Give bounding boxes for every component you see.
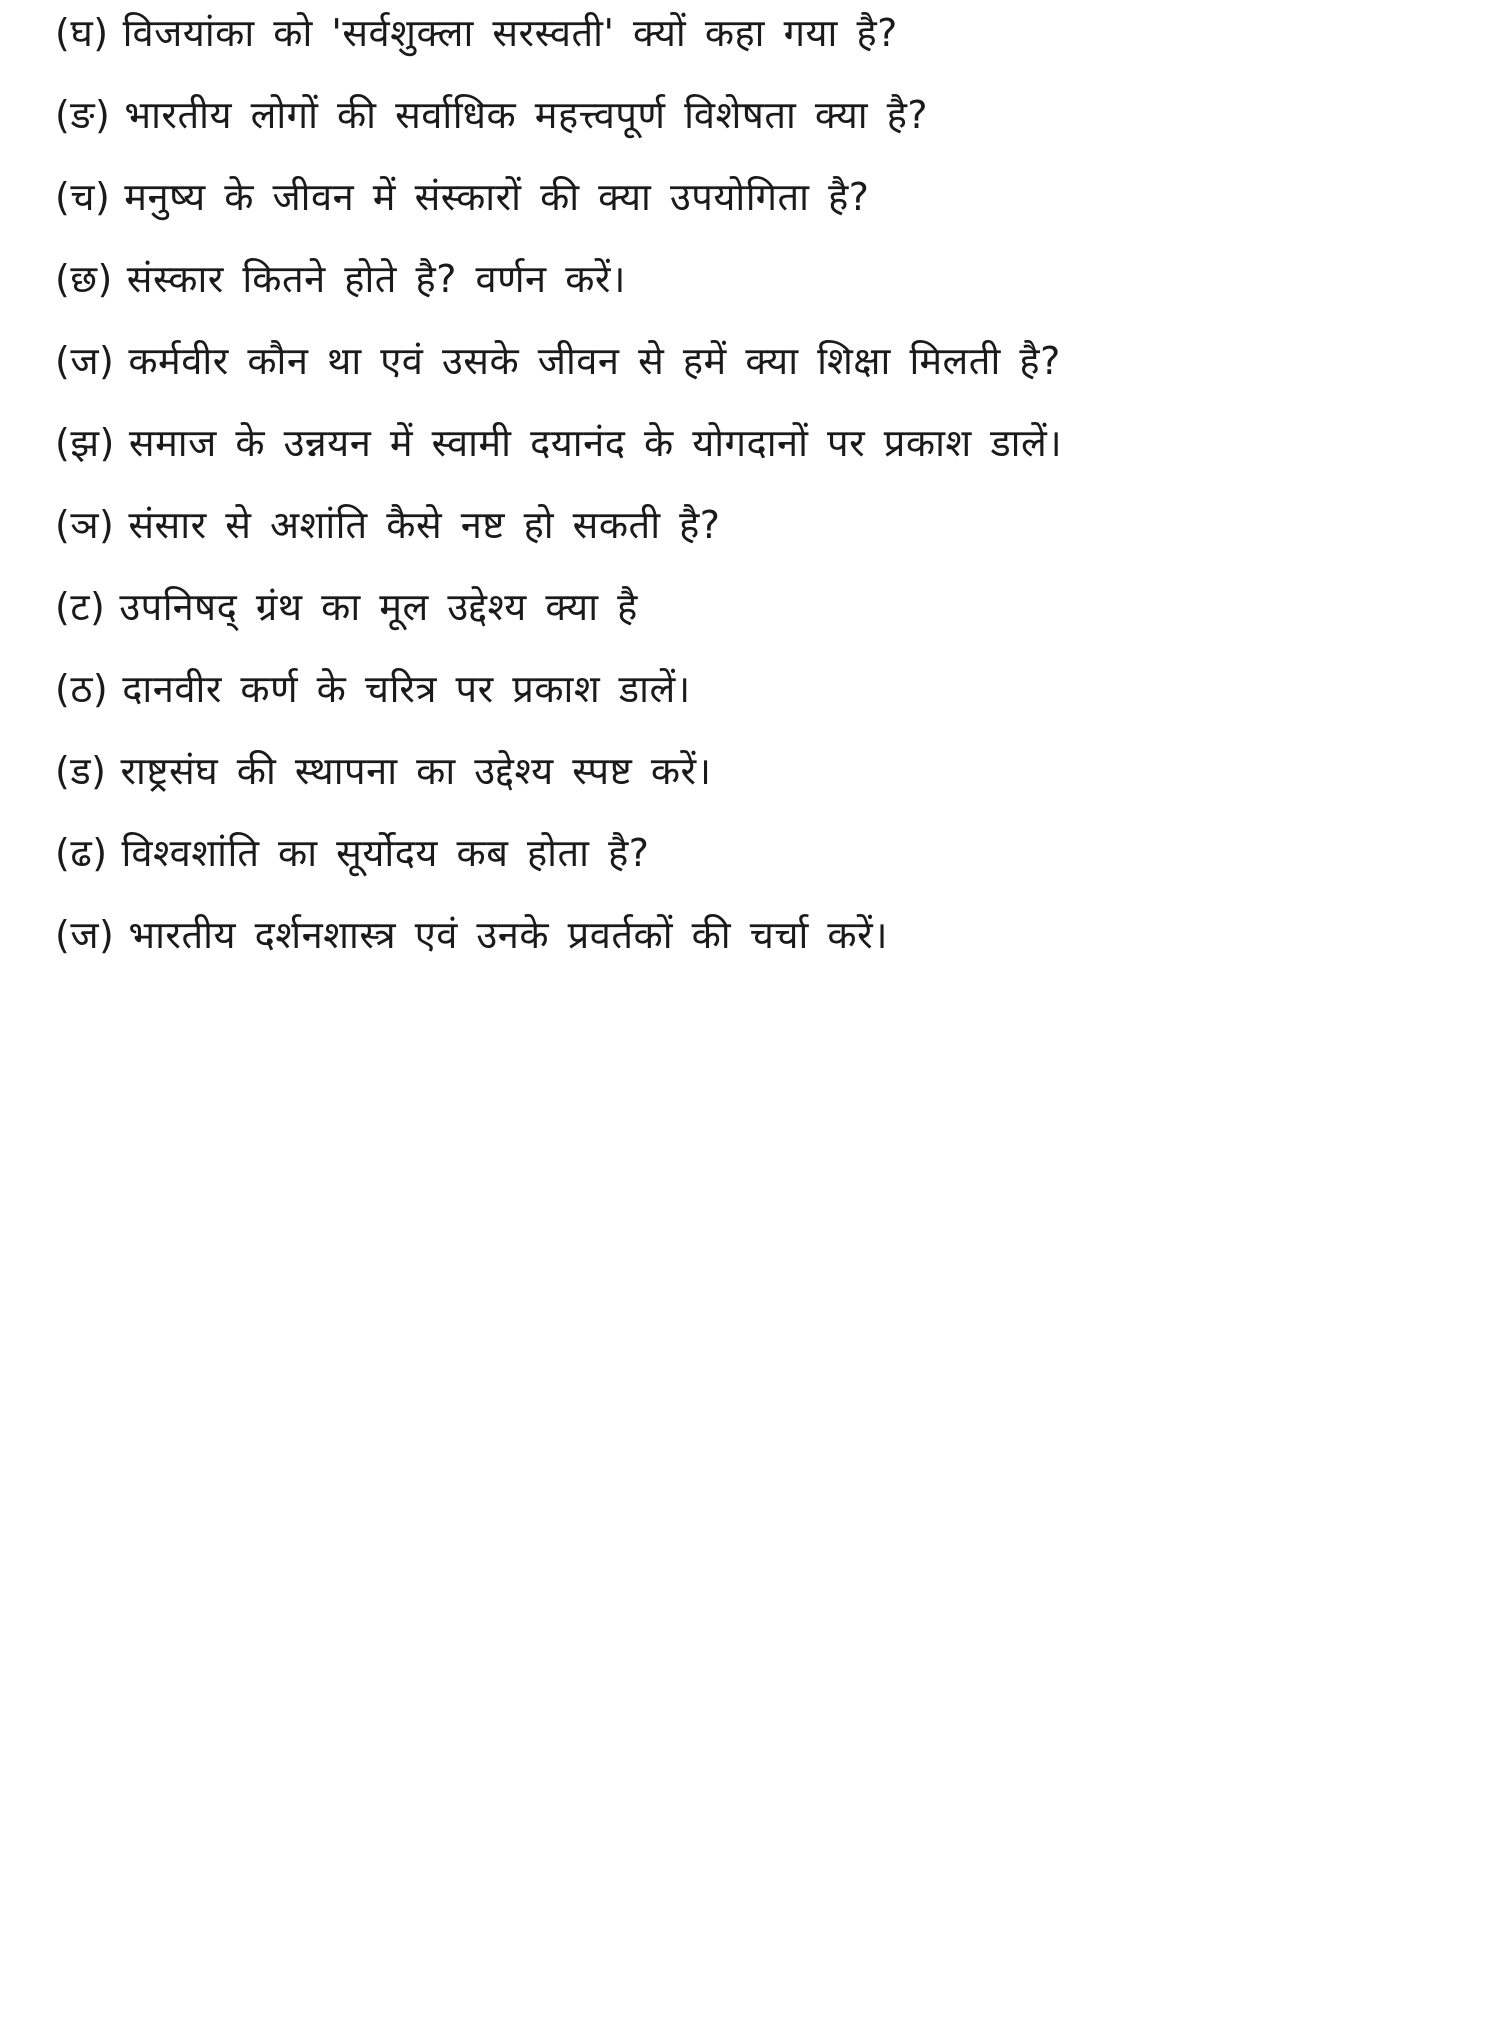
question-item: [55, 812, 1475, 894]
question-text: राष्ट्रसंघ की स्थापना का उद्देश्य स्पष्ट करें।: [120, 749, 712, 793]
question-item: [55, 238, 1475, 320]
question-text: भारतीय लोगों की सर्वाधिक महत्त्वपूर्ण विशेषता क्या है?: [124, 93, 929, 137]
question-item: [55, 484, 1475, 566]
question-item: [55, 402, 1475, 484]
question-label: (ड): [55, 749, 107, 793]
question-label: (घ): [55, 11, 109, 55]
question-label: (ठ): [55, 667, 109, 711]
question-text: कर्मवीर कौन था एवं उसके जीवन से हमें क्या शिक्षा मिलती है?: [128, 339, 1061, 383]
question-item: [55, 894, 1475, 976]
question-text: भारतीय दर्शनशास्त्र एवं उनके प्रवर्तकों की चर्चा करें।: [128, 913, 889, 957]
question-label: (छ): [55, 257, 113, 301]
question-text: विजयांका को 'सर्वशुक्ला सरस्वती' क्यों कहा गया है?: [122, 11, 898, 55]
question-label: (ङ): [55, 93, 111, 137]
question-label: (ढ): [55, 831, 108, 875]
question-item: [55, 648, 1475, 730]
question-label: (ञ): [55, 503, 115, 547]
question-item: [55, 74, 1475, 156]
question-label: (ज): [55, 913, 115, 957]
question-text: दानवीर कर्ण के चरित्र पर प्रकाश डालें।: [122, 667, 691, 711]
question-list: [55, 0, 1475, 976]
question-item: [55, 156, 1475, 238]
question-item: [55, 730, 1475, 812]
question-item: [55, 0, 1475, 74]
question-text: विश्वशांति का सूर्योदय कब होता है?: [121, 831, 650, 875]
question-label: (ज): [55, 339, 115, 383]
question-text: मनुष्य के जीवन में संस्कारों की क्या उपयोगिता है?: [124, 175, 870, 219]
question-label: (झ): [55, 421, 115, 465]
question-text: उपनिषद् ग्रंथ का मूल उद्देश्य क्या है: [119, 585, 638, 629]
question-text: समाज के उन्नयन में स्वामी दयानंद के योगदानों पर प्रकाश डालें।: [128, 421, 1063, 465]
question-label: (च): [55, 175, 111, 219]
question-item: [55, 566, 1475, 648]
question-label: (ट): [55, 585, 106, 629]
question-text: संसार से अशांति कैसे नष्ट हो सकती है?: [128, 503, 721, 547]
question-text: संस्कार कितने होते है? वर्णन करें।: [126, 257, 626, 301]
question-item: [55, 320, 1475, 402]
